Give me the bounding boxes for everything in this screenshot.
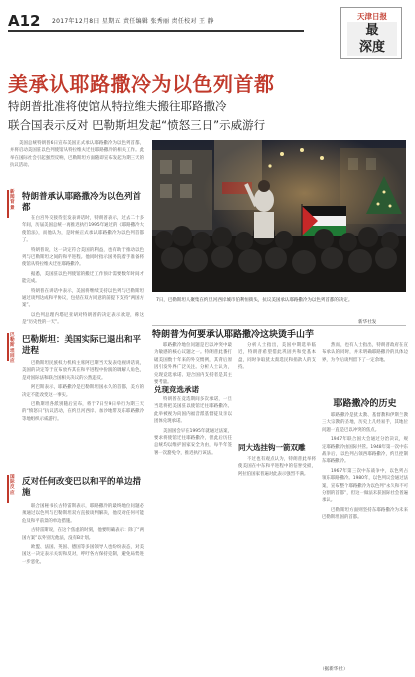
paragraph: 分析人士指出，美国中期选举临近，特朗普希望借此巩固共和党基本盘，同时争取犹太裔选民和捐款人的支持。: [238, 343, 316, 371]
paragraph: 巴勒斯坦方面则坚持东耶路撒冷为未来巴勒斯坦国的首都。: [322, 507, 408, 521]
paragraph: 特朗普说，这一决定符合美国的利益，也有助于推动以色列与巴勒斯坦之间的和平进程。他同时指示国务院着手准备将使馆从特拉维夫迁往耶路撒冷。: [22, 247, 144, 268]
side-label-3: 国际反应: [10, 475, 15, 496]
headline: 美承认耶路撒冷为以色列首都: [8, 72, 275, 96]
article-body-col-1: [154, 396, 232, 668]
article-intro: [154, 342, 232, 386]
brand-box: [340, 7, 402, 59]
protest-photo-graphic: [152, 140, 406, 292]
paragraph: 特朗普在竞选期间多次承诺，一旦当选将把美国驻以使馆迁往耶路撒冷。此举被视为向国内福音派基督徒及亲以团体兑现承诺。: [154, 397, 232, 425]
photo-credit: 新华社发: [358, 320, 377, 325]
paragraph: 联合国秘书长古特雷斯表示，耶路撒冷的最终地位问题必须通过以色列与巴勒斯坦双方直接谈判解决，他反对任何可能危及和平前景的单边措施。: [22, 504, 144, 524]
paragraph: 然而，也有人士指出，特朗普政府在宣布承认的同时，并未明确耶路撒冷的具体边界，为今后谈判留下了一定余地。: [322, 343, 408, 363]
paragraph: 1967年第三次中东战争中，以色列占领东耶路撒冷。1980年，以色列议会通过法案，宣布整个耶路撒冷为以色列“永久和不可分割的首都”，但这一做法未获国际社会普遍承认。: [322, 468, 408, 504]
history-body: [322, 412, 408, 662]
paragraph: 在白宫外交接待室发表讲话时，特朗普表示，过去二十多年间，历届美国总统一再推迟执行1995年通过的《耶路撒冷大使馆法》，而他认为，是时候正式承认耶路撒冷为以色列首都了。: [22, 216, 144, 244]
paragraph: 巴勒斯坦民族权力机构主席阿巴斯当天发表电视讲话说，美国的决定等于宣布放弃其在和平进程中扮演的调解人角色，是对国际法和联合国相关决议的公然违反。: [22, 361, 144, 381]
section-3-title: 反对任何改变巴以和平的单边措施: [22, 477, 142, 498]
side-label-1: 新闻背景: [10, 190, 15, 211]
photo-caption: 7日，巴勒斯坦人聚集在约旦河西岸城市伯利恒街头，抗议美国承认耶路撒冷为以色列首都的决定。: [156, 298, 353, 303]
divider: [152, 325, 406, 326]
section-label-text: 最 深度: [358, 23, 385, 55]
issue-info: 2017年12月8日 星期五 责任编辑 张秀丽 责任校对 王 静: [52, 18, 214, 25]
paragraph: 特朗普在讲话中表示，美国将继续支持以色列与巴勒斯坦通过谈判达成和平协议，包括在双方同意的前提下支持“两国方案”。: [22, 288, 144, 309]
paragraph: 美国国会早在1995年就通过法案，要求将使馆迁往耶路撒冷，但此后历任总统均以维护国家安全为由，每半年签署一次豁免令，推迟执行该法。: [154, 428, 232, 456]
article-subhead-1: 兑现竞选承诺: [154, 385, 199, 394]
paragraph: 据悉，美国驻以色列使馆的搬迁工作预计需要数年时间才能完成。: [22, 271, 144, 285]
paragraph: 古特雷斯说，在这个焦虑的时刻，他要明确表示：除了“两国方案”以外别无他法，没有B计划。: [22, 528, 144, 541]
section-1-title: 特朗普承认耶路撒冷为以色列首都: [22, 192, 142, 213]
section-2-body: [22, 360, 144, 472]
section-1-body: [22, 215, 144, 326]
subheadline-1: 特朗普批准将使馆从特拉维夫搬往耶路撒冷: [8, 99, 227, 113]
page-header: [0, 0, 415, 62]
side-mark-3: [7, 475, 9, 503]
right-column-top: [322, 342, 408, 390]
paragraph: 1947年联合国大会通过分治决议，规定耶路撒冷由国际共管。1948年第一次中东战争后，以色列占领西耶路撒冷，约旦控制东耶路撒冷。: [322, 437, 408, 465]
header-rule: [8, 30, 304, 32]
paragraph: 巴勒斯坦各派别随后宣布，将于7日至9日举行为期三天的“愤怒日”抗议活动，在约旦河西岸、加沙地带及东耶路撒冷等地组织示威游行。: [22, 402, 144, 422]
paragraph: 耶路撒冷是犹太教、基督教和伊斯兰教三大宗教的圣地，历史上几经易手，其地位问题一直是巴以冲突的焦点。: [322, 413, 408, 433]
history-heading: 耶路撒冷的历史: [333, 399, 397, 409]
paragraph: 欧盟、法国、英国、德国等多国领导人也纷纷表态，对美国这一决定表示关切和反对，呼吁各方保持克制，避免局势进一步恶化。: [22, 545, 144, 565]
side-mark-2: [7, 333, 9, 361]
lead-text: 美国总统特朗普6日宣布美国正式承认耶路撒冷为以色列首都，并将启动美国驻以色列使馆从特拉维夫迁往耶路撒冷的相关工作。此举在国际社会引起强烈反响，巴勒斯坦方面随即宣布发起为期三天的抗议活动。: [10, 141, 144, 169]
paragraph: 阿巴斯表示，耶路撒冷是巴勒斯坦国永久的首都，美方的决定不能改变这一事实。: [22, 385, 144, 398]
section-2-title: 巴勒斯坦：美国实际已退出和平进程: [22, 335, 142, 356]
article-body-col-2: [238, 456, 316, 668]
side-mark-1: [7, 190, 9, 218]
article-subhead-2: 同大选挂钩一箭双雕: [238, 443, 306, 452]
paragraph: 耶路撒冷地位问题是巴以冲突中最为敏感的核心议题之一。特朗普此番打破美国数十年来的外交惯例，其背后原因引发外界广泛关注。分析人士认为，兑现竞选承诺、迎合国内支持者是其主要考量。: [154, 343, 232, 386]
paragraph: 以色列总理内塔尼亚胡对特朗普的决定表示欢迎，称这是“历史性的一天”。: [22, 312, 144, 326]
page-number: A12: [8, 12, 41, 30]
section-label: [347, 22, 397, 56]
brand-logo: 天津日报: [357, 12, 387, 21]
article-body-col-2-top: [238, 342, 316, 436]
subheadline-2: 联合国表示反对 巴勒斯坦发起“愤怒三日”示威游行: [8, 118, 266, 132]
protest-photo: [152, 140, 406, 292]
article-title: 特朗普为何要承认耶路撒冷这块烫手山芋: [152, 330, 315, 340]
source-note: （据新华社）: [320, 667, 348, 672]
side-label-2: 巴勒斯坦回应: [10, 333, 15, 365]
paragraph: 不过也有观点认为，特朗普此举将使美国在中东和平进程中的信誉受损，阿拉伯国家普遍对此表示强烈不满。: [238, 457, 316, 477]
lead-paragraph: [10, 140, 144, 184]
section-3-body: [22, 503, 144, 671]
